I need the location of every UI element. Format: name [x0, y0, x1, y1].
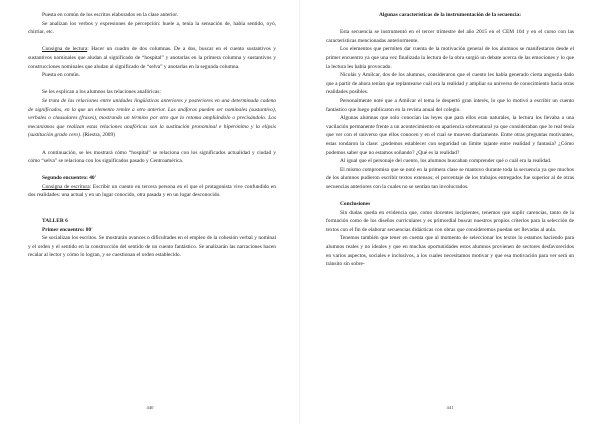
first-meeting-heading: Primer encuentro: 80'	[42, 226, 93, 233]
writing-instruction	[28, 183, 276, 200]
right-paragraph-6: Al igual que el personaje del cuento, los alumnos buscaban comprender qué o cuál era la realidad.	[340, 158, 552, 165]
reading-instruction-text: : Hacer un cuadro de dos columnas. De a dos, buscar en el cuento sustantivos y sustantivos nominales que aludan al significado de “hospital” y anotarlas en la primera columna y sustantivos y construcciones nominales que aludan al significado de “selva” y anotarlas en la segunda columna.	[28, 46, 277, 70]
left-paragraph-5: Se les explican a los alumnos las relaciones anafóricas:	[42, 89, 161, 96]
left-paragraph-6: A continuación, se les mostrará cómo “hospital” se relaciona con los significados actualidad y ciudad y cómo “selva” se relaciona con los significados pasado y Centroamérica.	[28, 149, 276, 165]
right-paragraph-4: Personalmente noté que a Amilcar el tema le despertó gran interés, lo que lo motivó a escribir un cuento fantástico que luego publicaron en la revista anual del colegio.	[326, 97, 574, 113]
right-page-number: 441	[446, 405, 454, 410]
right-paragraph-2: Los elementos que permiten dar cuenta de la motivación general de los alumnos se manifestaron desde el primer encuentro ya que una vez finalizada la lectura de la obra surgió un debate acerca de las emociones y lo que la lectura les había provocado.	[326, 46, 574, 70]
right-paragraph-1: Esta secuencia se instrumentó en el tercer trimestre del año 2015 en el CEM 104 y en el curso con las características mencionadas anteriormente.	[326, 29, 574, 44]
writing-instruction-label: Consigna de escritura	[42, 183, 90, 190]
conclusions-heading: Conclusiones	[340, 201, 371, 208]
anaphora-quote	[28, 97, 276, 140]
right-paragraph-8: Sin dudas queda en evidencia que, como docentes incipientes, tenemos que suplir carencias, tanto de la formación como de los diseños curriculares y es primordial buscar nuestros propios criterios para la selección de textos con el fin de elaborar secuencias didácticas con obras que consideremos puedan ser llevadas al aula.	[326, 209, 574, 233]
right-page	[300, 0, 600, 424]
section-title: Algunas características de la instrumentación de la secuencia:	[378, 12, 522, 18]
left-paragraph-2: Se analizan los verbos y expresiones de percepción: huele a, tenía la sensación de, había sentido, oyó, chirriar, etc.	[28, 20, 276, 36]
quote-text: Se trata de las relaciones entre unidades lingüísticas anteriores y posteriores en una determinada cadena de significados, en la que un elemento remite a otro anterior. Las anáforas pueden ser nominales (sustantivo), verbales o clausulares (frases), mostrando un término por otro que lo retoma ampliándolo o precisándolo. Los mecanismos que realizan estas relaciones anafóricas son la sustitución pronominal e hiperónimo y la elipsis (sustitución grado cero).	[28, 97, 276, 139]
left-paragraph-4: Puesta en común.	[42, 72, 80, 79]
reading-instruction-label: Consigna de lectura	[42, 46, 88, 53]
left-paragraph-3	[28, 45, 276, 71]
quote-reference: (Riestra, 2009)	[81, 132, 115, 139]
right-paragraph-7: El mismo compromiso que se notó en la primera clase se mantuvo durante toda la secuencia ya que muchos de los alumnos pudieron escribir textos extensos; el porcentaje de los trabajos entregados fue superior al de otras secuencias anteriores con la cuales no se sentían tan involucrados.	[326, 166, 574, 190]
right-paragraph-9: Tenemos también que tener en cuenta que al momento de seleccionar los textos lo estamos haciendo para alumnos reales y no ideales y que en muchas oportunidades estos alumnos provienen de sectores desfavorecidos en varios aspectos, sociales e inclusivos, a los cuales necesitamos motivar y que esa motivación para ver será un tránsito sin sobre-	[326, 235, 574, 268]
second-meeting-heading: Segundo encuentro: 40'	[42, 175, 97, 182]
left-paragraph-8: Se socializan los escritos. Se mostrarán avances o dificultades en el empleo de la cohesión verbal y nominal y el orden y el sentido en la construcción del sentido de un cuento fantástico. Se analizarán las narraciones hacen recalar al lector y cómo lo logran, y se cuestionan el orden establecido.	[28, 235, 276, 259]
left-page-number: 440	[146, 405, 154, 410]
workshop-heading: TALLER 6	[42, 218, 68, 225]
writing-instruction-text: : Escribir un cuento en tercera persona en el que el protagonista vive confundido en dos realidades: una actual y en un lugar conocido, otra pasada y en un lugar desconocido.	[28, 183, 276, 199]
left-paragraph-1: Puesta en común de los escritos elaborados en la clase anterior.	[42, 12, 179, 18]
right-paragraph-3: Nicolás y Amilcar, dos de los alumnos, consideraron que el cuento les había generado cierta angustia dado que a partir de ahora tenían que replantearse cuál era la realidad y ampliar su universo de conocimiento hacia otras realidades posibles.	[326, 72, 574, 96]
right-paragraph-5: Algunas alumnas que solo conocían las leyes que para ellos eran naturales, la lectura los llevaba a una vacilación permanente frente a un acontecimiento en apariencia sobrenatural ya que consideraban que lo real tenía que ver con el universo que ellos conocen y en el cual se mueven diariamente. Entre otras preguntas motivantes, estas rondaron la clase: ¿podemos establecer con seguridad un límite tajante entre realidad y fantasía? ¿Cómo podemos saber que no estamos soñando? ¿Qué es la realidad?	[326, 115, 574, 156]
